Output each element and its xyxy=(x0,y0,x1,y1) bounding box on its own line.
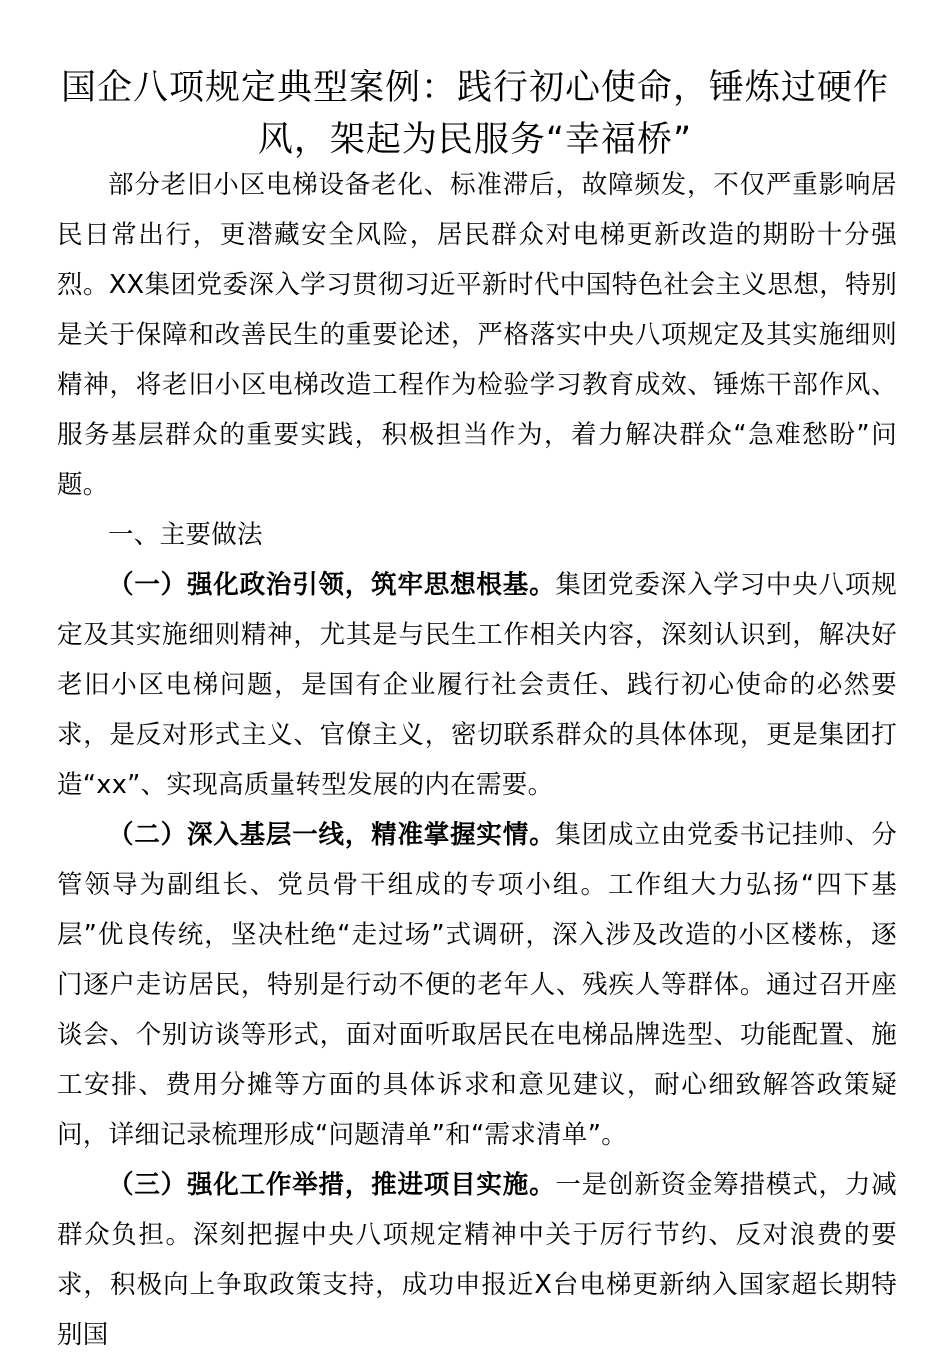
document-body xyxy=(57,160,897,1360)
item-3-text: 一是创新资金筹措模式，力减群众负担。深刻把握中央八项规定精神中关于厉行节约、反对浪费的要求，积极向上争取政策支持，成功申报近X台电梯更新纳入国家超长期特别国 xyxy=(57,1170,897,1350)
document-title: 国企八项规定典型案例：践行初心使命，锤炼过硬作风，架起为民服务“幸福桥” xyxy=(60,68,889,160)
item-paragraph-3 xyxy=(57,1160,897,1360)
item-2-lead: （二）深入基层一线，精准掌握实情。 xyxy=(108,820,556,850)
item-3-lead: （三）强化工作举措，推进项目实施。 xyxy=(108,1170,556,1200)
item-1-text: 集团党委深入学习中央八项规定及其实施细则精神，尤其是与民生工作相关内容，深刻认识到，解决好老旧小区电梯问题，是国有企业履行社会责任、践行初心使命的必然要求，是反对形式主义、官僚主义，密切联系群众的具体体现，更是集团打造“xx”、实现高质量转型发展的内在需要。 xyxy=(57,570,897,800)
item-1-lead: （一）强化政治引领，筑牢思想根基。 xyxy=(108,570,556,600)
intro-paragraph: 部分老旧小区电梯设备老化、标准滞后，故障频发，不仅严重影响居民日常出行，更潜藏安全风险，居民群众对电梯更新改造的期盼十分强烈。XX集团党委深入学习贯彻习近平新时代中国特色社会主义思想，特别是关于保障和改善民生的重要论述，严格落实中央八项规定及其实施细则精神，将老旧小区电梯改造工程作为检验学习教育成效、锤炼干部作风、服务基层群众的重要实践，积极担当作为，着力解决群众“急难愁盼”问题。 xyxy=(57,170,897,500)
section-heading: 一、主要做法 xyxy=(108,520,263,550)
item-paragraph-2 xyxy=(57,810,897,1160)
item-2-text: 集团成立由党委书记挂帅、分管领导为副组长、党员骨干组成的专项小组。工作组大力弘扬“四下基层”优良传统，坚决杜绝“走过场”式调研，深入涉及改造的小区楼栋，逐门逐户走访居民，特别是行动不便的老年人、残疾人等群体。通过召开座谈会、个别访谈等形式，面对面听取居民在电梯品牌选型、功能配置、施工安排、费用分摊等方面的具体诉求和意见建议，耐心细致解答政策疑问，详细记录梳理形成“问题清单”和“需求清单”。 xyxy=(57,820,897,1150)
item-paragraph-1 xyxy=(57,560,897,810)
